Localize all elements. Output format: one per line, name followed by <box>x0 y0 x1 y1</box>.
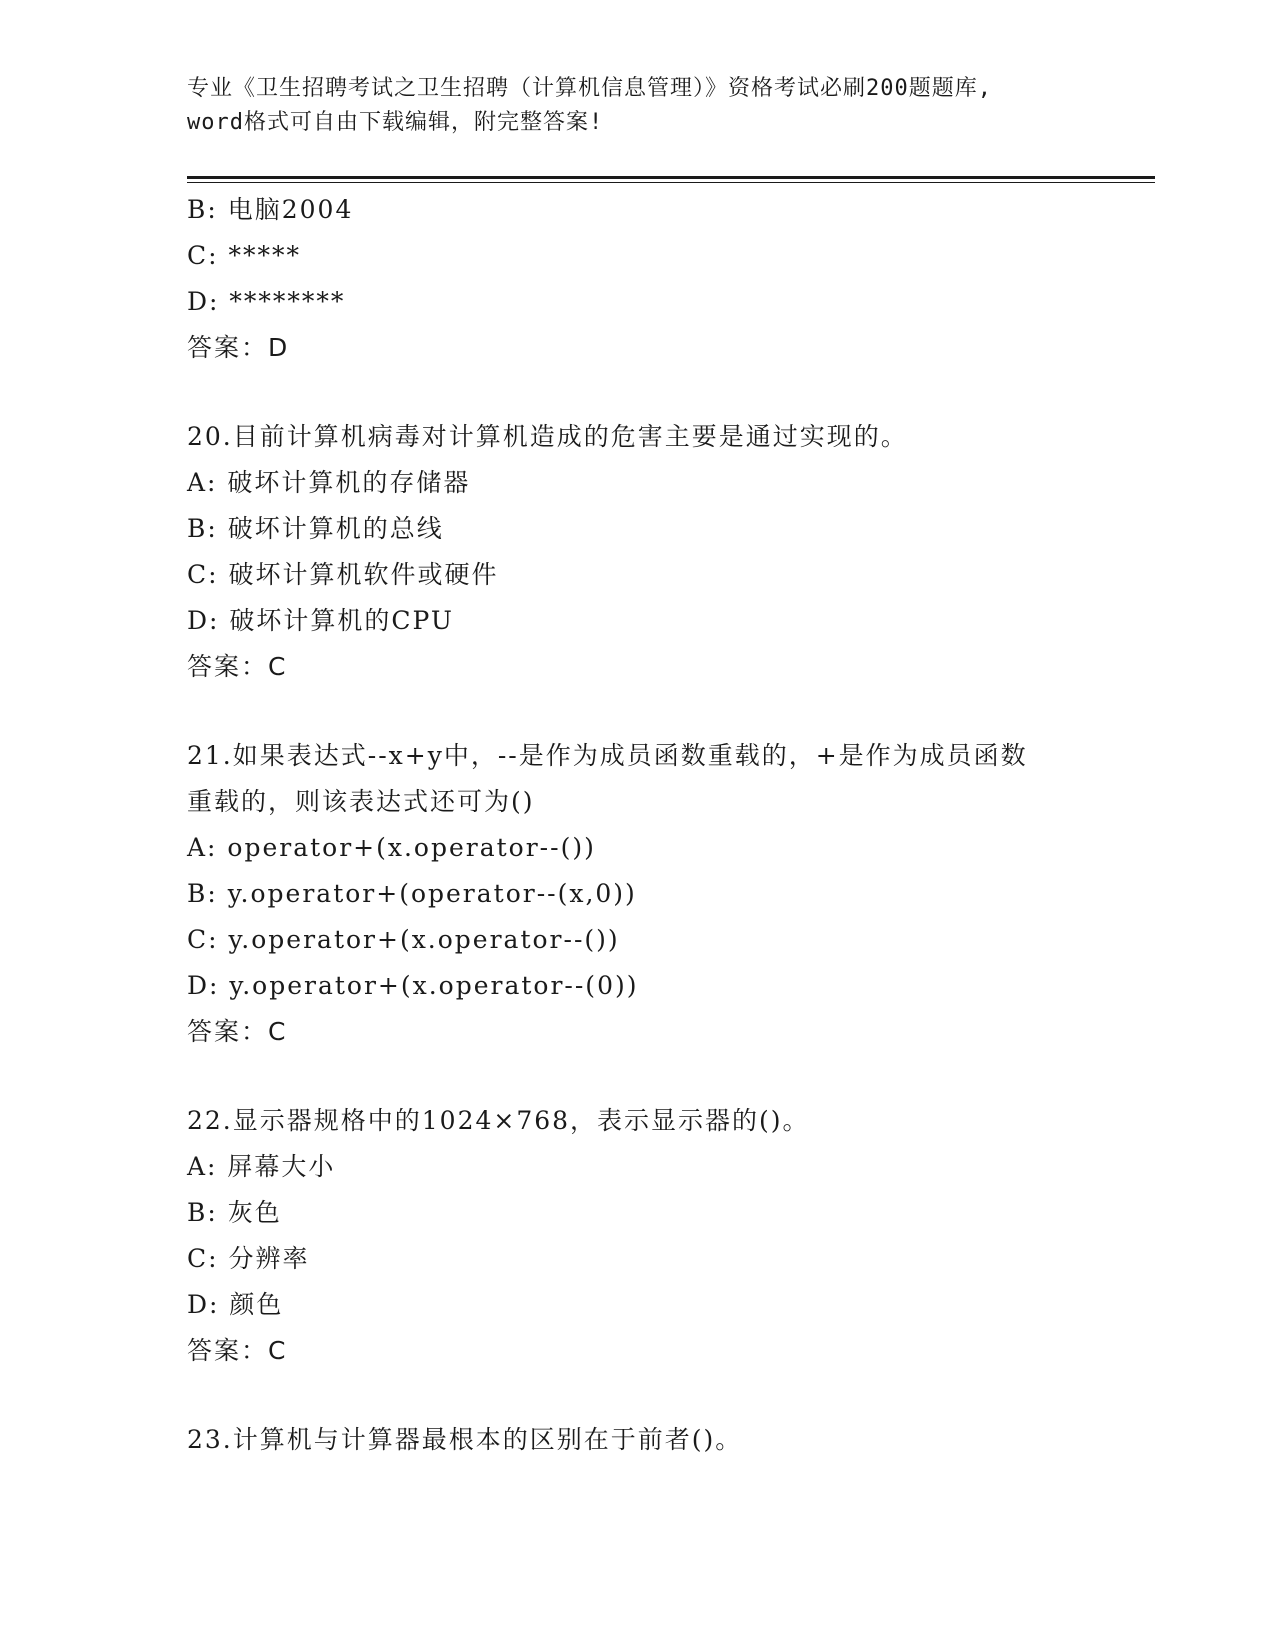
header-rule-thick <box>187 176 1155 179</box>
option-b: B: 电脑2004 <box>187 195 354 224</box>
option-d: D: 破坏计算机的CPU <box>187 606 454 635</box>
option-c: C: y.operator+(x.operator--()) <box>187 925 620 954</box>
answer: 答案：C <box>187 1336 288 1365</box>
option-c: C: 分辨率 <box>187 1244 310 1273</box>
header-rule-thin <box>187 182 1155 183</box>
option-c: C: 破坏计算机软件或硬件 <box>187 560 499 589</box>
question-19-tail <box>187 187 1087 371</box>
answer: 答案：D <box>187 333 290 362</box>
option-b: B: y.operator+(operator--(x,0)) <box>187 879 637 908</box>
option-a: A: 破坏计算机的存储器 <box>187 468 471 497</box>
option-b: B: 灰色 <box>187 1198 282 1227</box>
question-text: 23.计算机与计算器最根本的区别在于前者()。 <box>187 1425 743 1454</box>
option-a: A: 屏幕大小 <box>187 1152 336 1181</box>
question-22 <box>187 1098 1087 1374</box>
question-text-line-1: 21.如果表达式--x+y中，--是作为成员函数重载的，+是作为成员函数 <box>187 741 1028 770</box>
question-text: 20.目前计算机病毒对计算机造成的危害主要是通过实现的。 <box>187 422 908 451</box>
option-a: A: operator+(x.operator--()) <box>187 833 596 862</box>
question-20 <box>187 414 1087 690</box>
question-21 <box>187 733 1087 1055</box>
question-content <box>187 187 1087 1463</box>
option-d: D: y.operator+(x.operator--(0)) <box>187 971 639 1000</box>
option-b: B: 破坏计算机的总线 <box>187 514 444 543</box>
option-d: D: 颜色 <box>187 1290 284 1319</box>
question-23 <box>187 1417 1087 1463</box>
answer: 答案：C <box>187 1017 288 1046</box>
question-text-line-2: 重载的，则该表达式还可为() <box>187 787 535 816</box>
answer: 答案：C <box>187 652 288 681</box>
question-text: 22.显示器规格中的1024×768，表示显示器的()。 <box>187 1106 810 1135</box>
header-line-2: word格式可自由下载编辑，附完整答案! <box>187 110 604 135</box>
header-line-1: 专业《卫生招聘考试之卫生招聘（计算机信息管理）》资格考试必刷200题题库, <box>187 76 992 101</box>
option-c: C: ***** <box>187 241 301 270</box>
option-d: D: ******** <box>187 287 346 316</box>
page-header <box>187 72 1087 140</box>
